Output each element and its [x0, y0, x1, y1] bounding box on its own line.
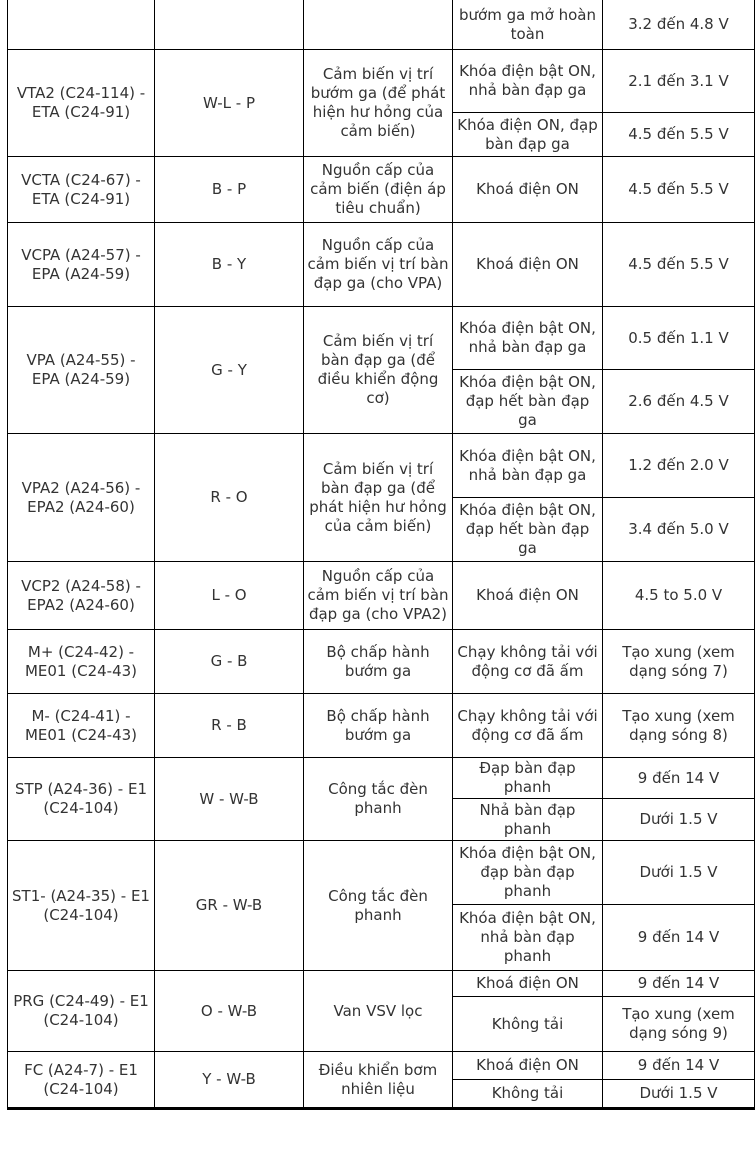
description-cell: Cảm biến vị trí bàn đạp ga (để phát hiện hư hỏng của cảm biến): [304, 434, 453, 562]
wire-color-cell: G - Y: [155, 307, 304, 434]
spec-cell: 4.5 đến 5.5 V: [603, 223, 755, 307]
terminal-cell: VCPA (A24-57) - EPA (A24-59): [7, 223, 155, 307]
terminal-cell: M+ (C24-42) - ME01 (C24-43): [7, 630, 155, 694]
description-cell: Điều khiển bơm nhiên liệu: [304, 1052, 453, 1108]
spec-cell: 4.5 đến 5.5 V: [603, 157, 755, 223]
condition-cell: Đạp bàn đạp phanh: [453, 758, 603, 799]
description-cell: Công tắc đèn phanh: [304, 758, 453, 841]
description-cell: Công tắc đèn phanh: [304, 841, 453, 971]
wire-color-cell: L - O: [155, 562, 304, 630]
description-cell: Nguồn cấp của cảm biến vị trí bàn đạp ga (cho VPA): [304, 223, 453, 307]
spec-cell: Dưới 1.5 V: [603, 841, 755, 905]
spec-cell: 0.5 đến 1.1 V: [603, 307, 755, 370]
condition-cell: Chạy không tải với động cơ đã ấm: [453, 694, 603, 758]
condition-cell: Khóa điện bật ON, nhả bàn đạp phanh: [453, 905, 603, 971]
terminal-cell: PRG (C24-49) - E1 (C24-104): [7, 971, 155, 1052]
condition-cell: Khóa điện bật ON, nhả bàn đạp ga: [453, 307, 603, 370]
description-cell: Van VSV lọc: [304, 971, 453, 1052]
wire-color-cell: W - W-B: [155, 758, 304, 841]
condition-cell: Nhả bàn đạp phanh: [453, 799, 603, 841]
wire-color-cell: R - O: [155, 434, 304, 562]
spec-cell: 4.5 đến 5.5 V: [603, 113, 755, 157]
terminal-cell: FC (A24-7) - E1 (C24-104): [7, 1052, 155, 1108]
spec-cell: 9 đến 14 V: [603, 971, 755, 997]
spec-cell: 9 đến 14 V: [603, 758, 755, 799]
condition-cell: Khóa điện bật ON, đạp bàn đạp phanh: [453, 841, 603, 905]
terminal-cell: VPA2 (A24-56) - EPA2 (A24-60): [7, 434, 155, 562]
spec-cell: 2.1 đến 3.1 V: [603, 50, 755, 113]
terminal-cell: STP (A24-36) - E1 (C24-104): [7, 758, 155, 841]
terminal-cell: [7, 0, 155, 50]
spec-cell: Dưới 1.5 V: [603, 1080, 755, 1108]
terminal-cell: M- (C24-41) - ME01 (C24-43): [7, 694, 155, 758]
terminal-cell: VCP2 (A24-58) - EPA2 (A24-60): [7, 562, 155, 630]
condition-cell: Khóa điện bật ON, đạp hết bàn đạp ga: [453, 498, 603, 562]
condition-cell: Khoá điện ON: [453, 562, 603, 630]
wire-color-cell: Y - W-B: [155, 1052, 304, 1108]
condition-cell: Không tải: [453, 1080, 603, 1108]
spec-cell: Tạo xung (xem dạng sóng 8): [603, 694, 755, 758]
terminal-cell: ST1- (A24-35) - E1 (C24-104): [7, 841, 155, 971]
description-cell: Bộ chấp hành bướm ga: [304, 694, 453, 758]
condition-cell: Khóa điện bật ON, đạp hết bàn đạp ga: [453, 370, 603, 434]
condition-cell: Chạy không tải với động cơ đã ấm: [453, 630, 603, 694]
wire-color-cell: GR - W-B: [155, 841, 304, 971]
table-bottom-border: [7, 1107, 755, 1110]
terminal-cell: VCTA (C24-67) - ETA (C24-91): [7, 157, 155, 223]
condition-cell: Khóa điện bật ON, nhả bàn đạp ga: [453, 434, 603, 498]
condition-cell: bướm ga mở hoàn toàn: [453, 0, 603, 50]
spec-cell: Tạo xung (xem dạng sóng 9): [603, 997, 755, 1052]
terminal-cell: VTA2 (C24-114) - ETA (C24-91): [7, 50, 155, 157]
condition-cell: Khoá điện ON: [453, 1052, 603, 1080]
description-cell: Cảm biến vị trí bướm ga (để phát hiện hư hỏng của cảm biến): [304, 50, 453, 157]
condition-cell: Khoá điện ON: [453, 223, 603, 307]
terminal-cell: VPA (A24-55) - EPA (A24-59): [7, 307, 155, 434]
spec-cell: 2.6 đến 4.5 V: [603, 370, 755, 434]
description-cell: Cảm biến vị trí bàn đạp ga (để điều khiển động cơ): [304, 307, 453, 434]
wire-color-cell: B - Y: [155, 223, 304, 307]
condition-cell: Khóa điện bật ON, nhả bàn đạp ga: [453, 50, 603, 113]
condition-cell: Khoá điện ON: [453, 157, 603, 223]
condition-cell: Không tải: [453, 997, 603, 1052]
spec-cell: Tạo xung (xem dạng sóng 7): [603, 630, 755, 694]
spec-cell: 1.2 đến 2.0 V: [603, 434, 755, 498]
wiring-spec-table: [7, 0, 755, 1150]
description-cell: Nguồn cấp của cảm biến vị trí bàn đạp ga (cho VPA2): [304, 562, 453, 630]
spec-cell: 3.2 đến 4.8 V: [603, 0, 755, 50]
description-cell: [304, 0, 453, 50]
condition-cell: Khóa điện ON, đạp bàn đạp ga: [453, 113, 603, 157]
spec-cell: 3.4 đến 5.0 V: [603, 498, 755, 562]
spec-cell: 9 đến 14 V: [603, 905, 755, 971]
description-cell: Bộ chấp hành bướm ga: [304, 630, 453, 694]
wire-color-cell: O - W-B: [155, 971, 304, 1052]
wire-color-cell: [155, 0, 304, 50]
spec-cell: Dưới 1.5 V: [603, 799, 755, 841]
wire-color-cell: B - P: [155, 157, 304, 223]
wire-color-cell: W-L - P: [155, 50, 304, 157]
spec-cell: 9 đến 14 V: [603, 1052, 755, 1080]
wire-color-cell: G - B: [155, 630, 304, 694]
wire-color-cell: R - B: [155, 694, 304, 758]
condition-cell: Khoá điện ON: [453, 971, 603, 997]
description-cell: Nguồn cấp của cảm biến (điện áp tiêu chuẩn): [304, 157, 453, 223]
spec-cell: 4.5 to 5.0 V: [603, 562, 755, 630]
